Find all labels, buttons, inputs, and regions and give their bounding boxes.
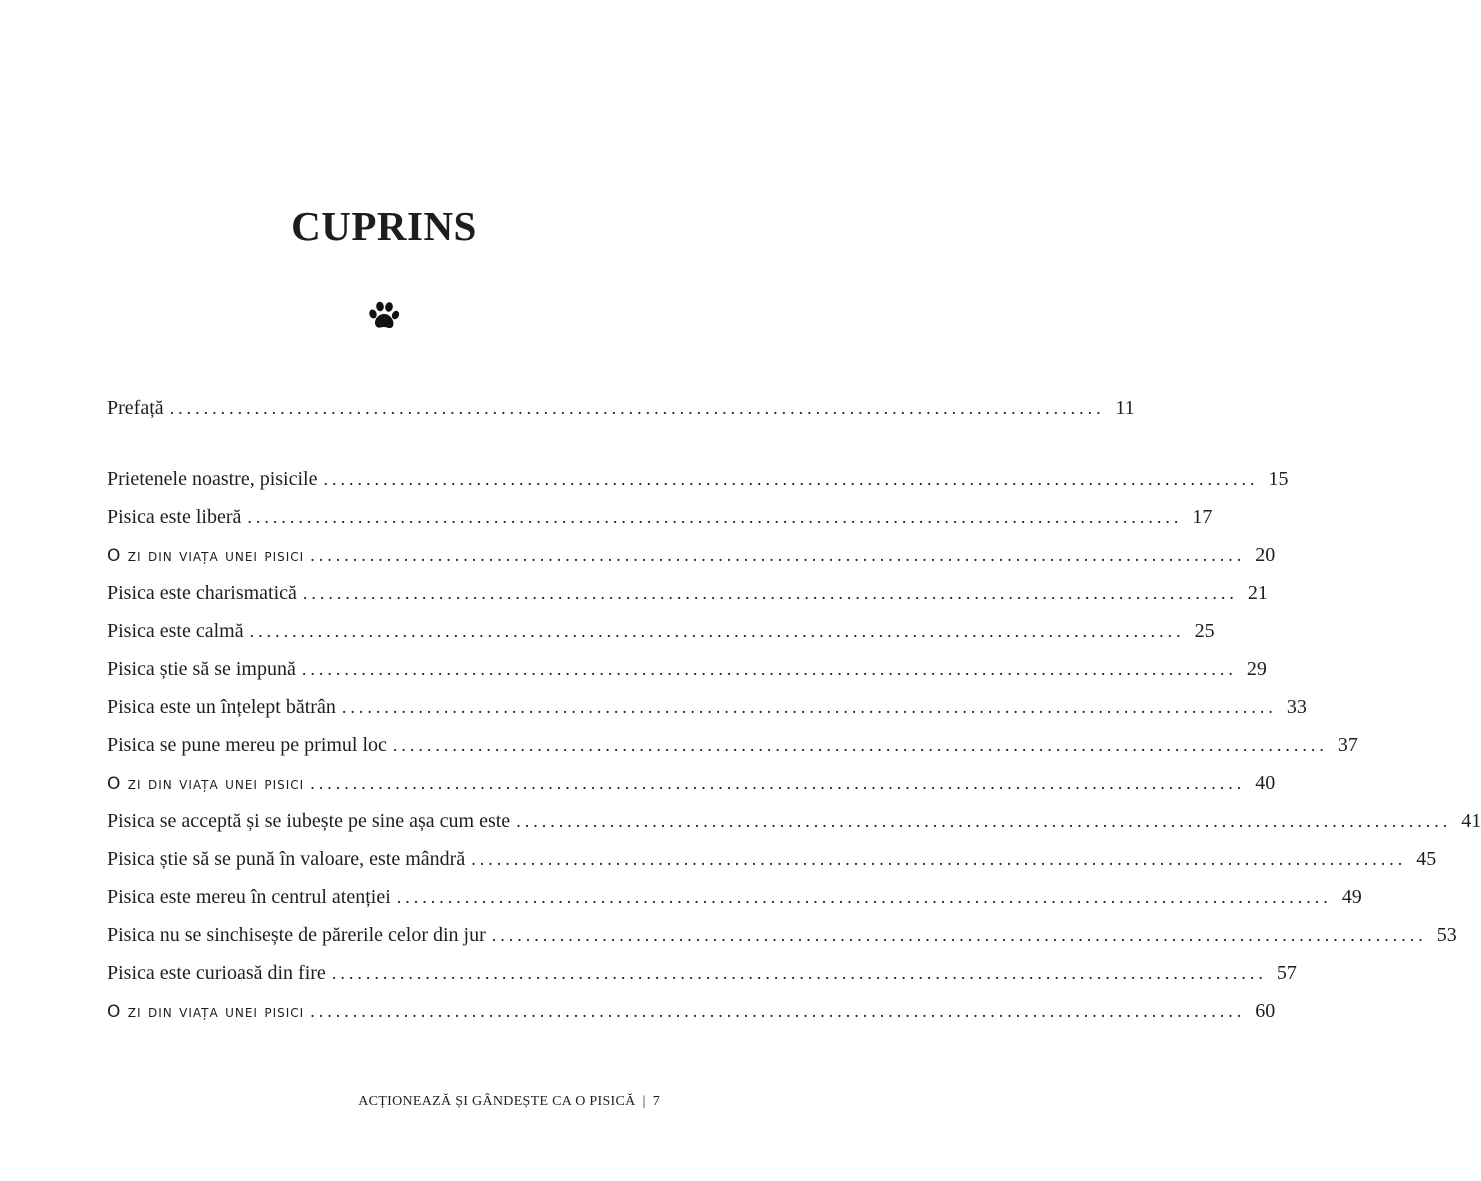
toc-entry-label: Pisica se pune mereu pe primul loc	[107, 734, 387, 756]
toc-leader-dots: ..............................................................................................................	[396, 887, 1332, 907]
toc-entry[interactable]	[107, 848, 1437, 874]
paw-icon	[367, 300, 401, 334]
toc-entry-page: 45	[1416, 848, 1437, 870]
toc-entry-label: Pisica este charismatică	[107, 582, 297, 604]
toc-leader-dots: ..............................................................................................................	[301, 659, 1237, 679]
toc-entry-page: 53	[1436, 924, 1457, 946]
toc-entry[interactable]	[107, 620, 1215, 646]
toc-entry[interactable]	[107, 734, 1358, 760]
toc-entry-label: Pisica este un înțelept bătrân	[107, 696, 336, 718]
toc-entry-page: 37	[1337, 734, 1358, 756]
toc-entry[interactable]	[107, 924, 1457, 950]
toc-entry-page: 33	[1286, 696, 1307, 718]
toc-entry[interactable]	[107, 582, 1268, 608]
toc-leader-dots: ..............................................................................................................	[310, 545, 1246, 565]
page-title: CUPRINS	[291, 203, 477, 249]
toc-entry-label: Prefață	[107, 397, 164, 419]
toc-leader-dots: ..............................................................................................................	[491, 925, 1427, 945]
toc-leader-dots: ..............................................................................................................	[247, 507, 1183, 527]
toc-leader-dots: ..............................................................................................................	[331, 963, 1267, 983]
footer-page-number: 7	[652, 1094, 660, 1109]
toc-entry-page: 29	[1246, 658, 1267, 680]
toc-entry-page: 21	[1247, 582, 1268, 604]
toc-entry[interactable]	[107, 696, 1307, 722]
toc-entry-label: Pisica nu se sinchisește de părerile celor din jur	[107, 924, 486, 946]
toc-leader-dots: ..............................................................................................................	[323, 469, 1259, 489]
toc-entry[interactable]	[107, 506, 1213, 532]
toc-entry-page: 41	[1461, 810, 1481, 832]
toc-entry-page: 57	[1276, 962, 1297, 984]
toc-entry[interactable]	[107, 468, 1289, 494]
toc-entry-label: Pisica se acceptă și se iubește pe sine așa cum este	[107, 810, 511, 832]
toc-entry-label: Pisica știe să se pună în valoare, este mândră	[107, 848, 466, 870]
toc-entry-page: 17	[1192, 506, 1213, 528]
toc-entry-page: 49	[1341, 886, 1362, 908]
toc-entry[interactable]	[107, 397, 1135, 423]
toc-entry-page: 20	[1255, 544, 1276, 566]
toc-entry[interactable]	[107, 772, 1276, 798]
toc-leader-dots: ..............................................................................................................	[310, 1001, 1246, 1021]
running-footer	[358, 1094, 660, 1110]
toc-entry-page: 40	[1255, 772, 1276, 794]
toc-leader-dots: ..............................................................................................................	[471, 849, 1407, 869]
toc-entry-page: 11	[1115, 397, 1135, 419]
toc-entry-page: 25	[1194, 620, 1215, 642]
footer-book-title: ACȚIONEAZĂ ȘI GÂNDEȘTE CA O PISICĂ	[358, 1094, 636, 1109]
footer-separator: |	[642, 1094, 646, 1109]
toc-leader-dots: ..............................................................................................................	[310, 773, 1246, 793]
toc-entry-label: Pisica este mereu în centrul atenției	[107, 886, 391, 908]
toc-entry[interactable]	[107, 1000, 1276, 1026]
toc-entry-label: Pisica știe să se impună	[107, 658, 296, 680]
toc-entry[interactable]	[107, 544, 1276, 570]
toc-entry-label: Pisica este curioasă din fire	[107, 962, 326, 984]
toc-leader-dots: ..............................................................................................................	[516, 811, 1452, 831]
toc-entry[interactable]	[107, 886, 1362, 912]
toc-leader-dots: ..............................................................................................................	[302, 583, 1238, 603]
toc-leader-dots: ..............................................................................................................	[169, 398, 1105, 418]
toc-entry[interactable]	[107, 810, 1481, 836]
toc-entry-label: O zi din viața unei pisici	[107, 1002, 305, 1022]
toc-entry-label: O zi din viața unei pisici	[107, 774, 305, 794]
toc-entry-label: Prietenele noastre, pisicile	[107, 468, 318, 490]
toc-entry-label: O zi din viața unei pisici	[107, 546, 305, 566]
toc-leader-dots: ..............................................................................................................	[341, 697, 1277, 717]
toc-entry-page: 60	[1255, 1000, 1276, 1022]
toc-entry[interactable]	[107, 962, 1297, 988]
toc-entry-label: Pisica este liberă	[107, 506, 242, 528]
toc-entry-label: Pisica este calmă	[107, 620, 244, 642]
toc-entry-page: 15	[1268, 468, 1289, 490]
toc-leader-dots: ..............................................................................................................	[249, 621, 1185, 641]
toc-entry[interactable]	[107, 658, 1267, 684]
toc-leader-dots: ..............................................................................................................	[392, 735, 1328, 755]
